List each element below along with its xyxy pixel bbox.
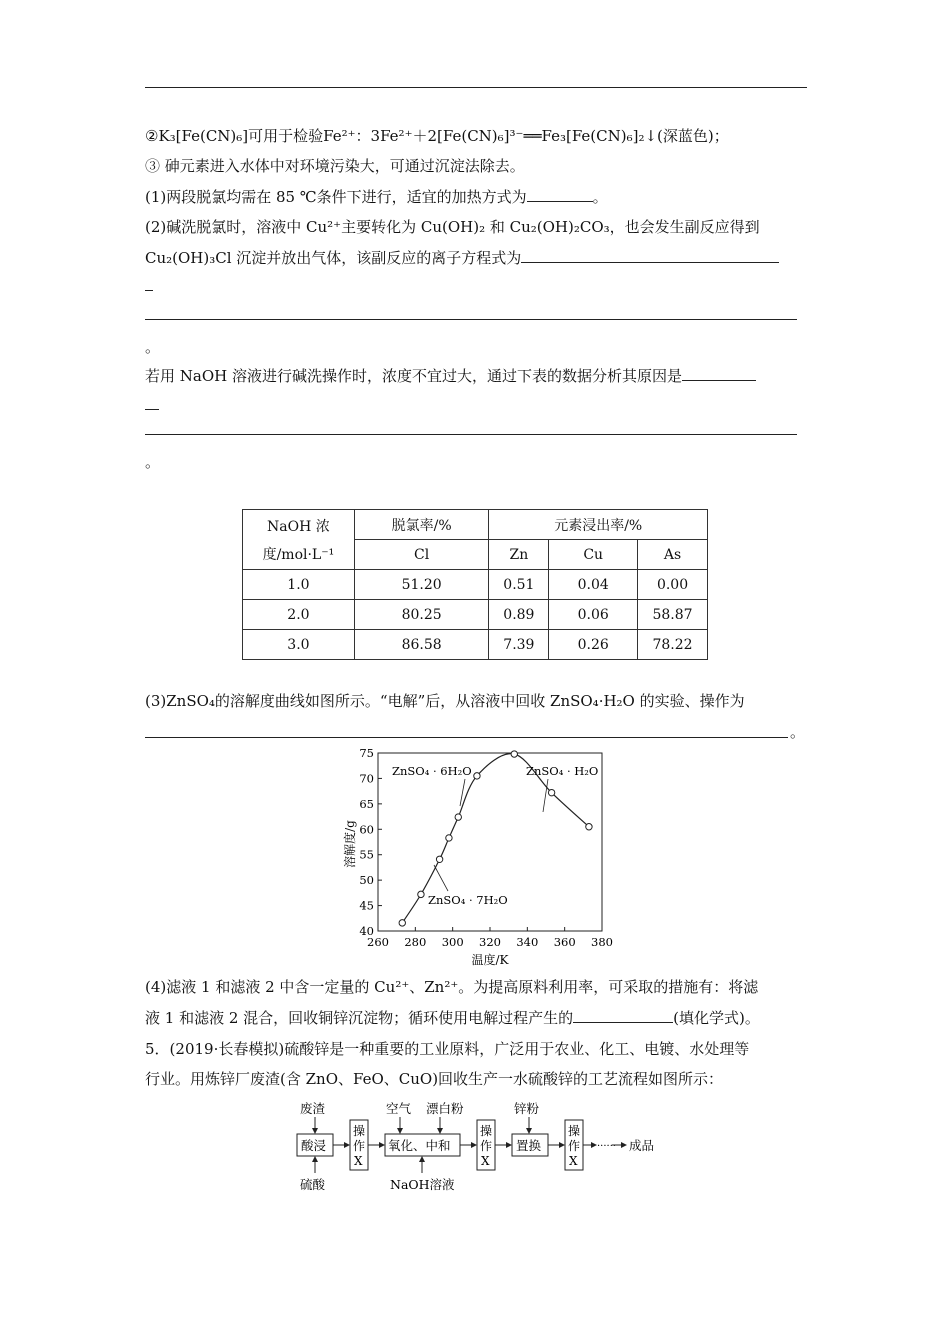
box-acid-leach-label: 酸浸 bbox=[301, 1138, 327, 1153]
answer-blank-short[interactable] bbox=[145, 409, 159, 410]
question-2-line-1: (2)碱洗脱氯时，溶液中 Cu²⁺主要转化为 Cu(OH)₂ 和 Cu₂(OH)₂CO₃，也会发生副反应得到 bbox=[145, 218, 760, 236]
header-leaching: 元素浸出率/% bbox=[489, 510, 708, 540]
reagent-bleach: 漂白粉 bbox=[426, 1101, 464, 1116]
data-point bbox=[418, 891, 424, 897]
reagent-air: 空气 bbox=[386, 1101, 412, 1116]
y-tick-label: 55 bbox=[359, 847, 374, 862]
y-tick-label: 60 bbox=[359, 822, 374, 837]
feed-waste-slag: 废渣 bbox=[300, 1101, 326, 1116]
answer-blank-line[interactable] bbox=[145, 737, 788, 738]
x-tick-label: 320 bbox=[479, 935, 501, 949]
cell: 86.58 bbox=[354, 630, 489, 660]
header-rule bbox=[145, 87, 807, 88]
cell: 80.25 bbox=[354, 600, 489, 630]
cell: 0.06 bbox=[549, 600, 638, 630]
cell: 0.26 bbox=[549, 630, 638, 660]
operation-x-char-3: X bbox=[569, 1154, 578, 1168]
flow-svg bbox=[290, 1098, 670, 1196]
question-4-line-1: (4)滤液 1 和滤液 2 中含一定量的 Cu²⁺、Zn²⁺。为提高原料利用率，可采取的措施有：将滤 bbox=[145, 978, 759, 996]
question-1-end: 。 bbox=[592, 188, 608, 206]
y-axis-label: 溶解度/g bbox=[343, 820, 357, 868]
data-point bbox=[511, 751, 517, 757]
process-flow-diagram bbox=[290, 1098, 670, 1196]
question-2-line-2 bbox=[145, 248, 807, 268]
cell: 3.0 bbox=[243, 630, 355, 660]
x-tick-label: 360 bbox=[553, 935, 576, 949]
data-point bbox=[455, 814, 461, 820]
box-replacement-label: 置换 bbox=[516, 1138, 542, 1153]
product-label: 成品 bbox=[629, 1138, 655, 1153]
x-axis-label: 温度/K bbox=[471, 953, 509, 967]
question-4-line-2 bbox=[145, 1008, 807, 1028]
data-point bbox=[586, 824, 592, 830]
y-tick-label: 70 bbox=[359, 771, 374, 786]
table-row bbox=[243, 570, 708, 600]
cell: 7.39 bbox=[489, 630, 549, 660]
operation-x-char-2: 作 bbox=[480, 1139, 493, 1153]
cell: 0.00 bbox=[638, 570, 708, 600]
data-point bbox=[474, 773, 480, 779]
chart-svg bbox=[330, 748, 620, 970]
cell: 0.04 bbox=[549, 570, 638, 600]
answer-blank[interactable] bbox=[527, 187, 593, 202]
operation-x-char-1: 操 bbox=[480, 1124, 493, 1138]
question-2-end: 。 bbox=[145, 338, 161, 356]
question-5-line-1: 5．(2019·长春模拟)硫酸锌是一种重要的工业原料，广泛用于农业、化工、电镀、水处理等 bbox=[145, 1040, 750, 1058]
question-1-text: (1)两段脱氯均需在 85 ℃条件下进行，适宜的加热方式为 bbox=[145, 188, 527, 206]
x-tick-label: 340 bbox=[516, 935, 539, 949]
cell: 0.51 bbox=[489, 570, 549, 600]
cell: 1.0 bbox=[243, 570, 355, 600]
question-3-end: 。 bbox=[790, 723, 806, 741]
data-point bbox=[548, 789, 554, 795]
operation-x-char-2: 作 bbox=[568, 1139, 581, 1153]
naoh-question bbox=[145, 366, 807, 386]
header-concentration-2: 度/mol·L⁻¹ bbox=[262, 546, 335, 563]
answer-blank[interactable] bbox=[521, 248, 779, 263]
header-dechlorination: 脱氯率/% bbox=[354, 510, 489, 540]
header-concentration bbox=[243, 510, 355, 570]
operation-x-char-1: 操 bbox=[353, 1124, 366, 1138]
cell: 2.0 bbox=[243, 600, 355, 630]
feed-sulfuric-acid: 硫酸 bbox=[300, 1177, 326, 1192]
question-4-end: (填化学式)。 bbox=[673, 1009, 760, 1027]
question-4-text: 液 1 和滤液 2 混合，回收铜锌沉淀物；循环使用电解过程产生的 bbox=[145, 1009, 574, 1027]
operation-x-char-3: X bbox=[481, 1154, 490, 1168]
data-point bbox=[436, 856, 442, 862]
y-tick-label: 40 bbox=[359, 924, 374, 938]
question-2-text: Cu₂(OH)₃Cl 沉淀并放出气体，该副反应的离子方程式为 bbox=[145, 249, 522, 267]
naoh-question-text: 若用 NaOH 溶液进行碱洗操作时，浓度不宜过大，通过下表的数据分析其原因是 bbox=[145, 367, 682, 385]
question-1 bbox=[145, 187, 807, 207]
x-tick-label: 300 bbox=[441, 935, 464, 949]
note-3: ③ 砷元素进入水体中对环境污染大，可通过沉淀法除去。 bbox=[145, 157, 525, 175]
x-tick-label: 260 bbox=[367, 935, 389, 949]
answer-blank-line[interactable] bbox=[145, 434, 797, 435]
cell: 0.89 bbox=[489, 600, 549, 630]
cell: 78.22 bbox=[638, 630, 708, 660]
y-tick-label: 45 bbox=[359, 898, 374, 913]
operation-x-char-2: 作 bbox=[353, 1139, 366, 1153]
answer-blank[interactable] bbox=[573, 1008, 673, 1023]
header-as: As bbox=[638, 540, 708, 570]
leader-7h2o bbox=[434, 865, 448, 891]
operation-x-char-3: X bbox=[354, 1154, 363, 1168]
answer-blank-short[interactable] bbox=[145, 290, 153, 291]
label-6h2o: ZnSO₄ · 6H₂O bbox=[392, 764, 472, 778]
question-3: (3)ZnSO₄的溶解度曲线如图所示。“电解”后，从溶液中回收 ZnSO₄·H₂O 的实验、操作为 bbox=[145, 692, 745, 710]
note-2: ②K₃[Fe(CN)₆]可用于检验Fe²⁺：3Fe²⁺＋2[Fe(CN)₆]³⁻══Fe₃[Fe(CN)₆]₂↓(深蓝色)； bbox=[145, 127, 729, 145]
x-tick-label: 280 bbox=[404, 935, 427, 949]
answer-blank[interactable] bbox=[682, 366, 756, 381]
y-tick-label: 65 bbox=[359, 796, 374, 811]
box-oxidation-label: 氧化、中和 bbox=[388, 1138, 451, 1153]
header-zn: Zn bbox=[489, 540, 549, 570]
header-concentration-1: NaOH 浓 bbox=[267, 518, 330, 535]
solubility-chart bbox=[330, 748, 620, 970]
question-5-line-2: 行业。用炼锌厂废渣(含 ZnO、FeO、CuO)回收生产一水硫酸锌的工艺流程如图所示： bbox=[145, 1070, 724, 1088]
reagent-naoh: NaOH溶液 bbox=[390, 1177, 455, 1192]
cell: 51.20 bbox=[354, 570, 489, 600]
y-tick-label: 50 bbox=[359, 873, 374, 888]
label-7h2o: ZnSO₄ · 7H₂O bbox=[428, 893, 508, 907]
label-h2o: ZnSO₄ · H₂O bbox=[526, 764, 599, 778]
table-row bbox=[243, 600, 708, 630]
table-row bbox=[243, 630, 708, 660]
naoh-question-end: 。 bbox=[145, 453, 161, 471]
x-tick-label: 380 bbox=[591, 935, 613, 949]
flow-dots: ······ bbox=[597, 1141, 617, 1152]
cell: 58.87 bbox=[638, 600, 708, 630]
operation-x-char-1: 操 bbox=[568, 1124, 581, 1138]
reagent-zinc-powder: 锌粉 bbox=[514, 1101, 540, 1116]
header-cu: Cu bbox=[549, 540, 638, 570]
data-point bbox=[399, 920, 405, 926]
data-point bbox=[446, 835, 452, 841]
answer-blank-line[interactable] bbox=[145, 319, 797, 320]
header-cl: Cl bbox=[354, 540, 489, 570]
data-table bbox=[242, 509, 708, 660]
y-tick-label: 75 bbox=[359, 748, 374, 760]
